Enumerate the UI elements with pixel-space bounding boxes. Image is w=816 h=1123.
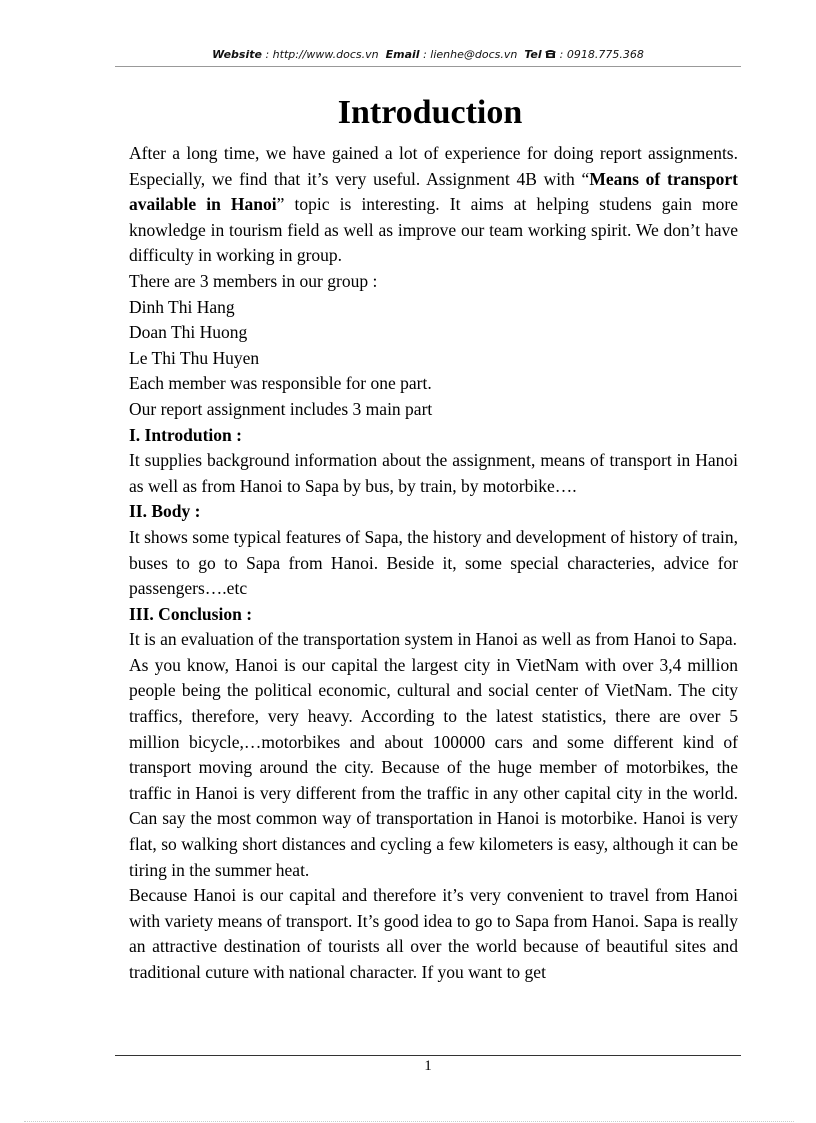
header-divider — [115, 66, 741, 67]
member-name: Doan Thi Huong — [129, 322, 248, 343]
section-text-introduction: It supplies background information about the assignment, means of transport in Hanoi as well as from Hanoi to Sapa by bus, by train, by motorbike…. — [129, 450, 738, 496]
hanoi-paragraph: As you know, Hanoi is our capital the largest city in VietNam with over 3,4 million people being the political economic, cultural and social center of VietNam. The city traffics, therefore, very heavy. According to the latest statistics, there are over 5 million bicycle,…motorbikes and about 100000 cars and some different kind of transport moving around the city. Because of the huge member of motorbikes, the traffic in Hanoi is very different from the traffic in any other capital city in the world. Can say the most common way of transportation in Hanoi is motorbike. Hanoi is very flat, so walking short distances and cycling a few kilometers is easy, although it can be tiring in the summer heat. — [129, 654, 738, 880]
email-label: Email — [385, 48, 420, 61]
section-heading-body: II. Body : — [129, 501, 201, 522]
intro-paragraph: After a long time, we have gained a lot of experience for doing report assignments. Especially, we find that it’s very useful. Assignment 4B with “Means of transport available in Hanoi” topic is interesting. It aims at helping studens gain more knowledge in tourism field as well as improve our team working spirit. We don’t have difficulty in working in group. — [129, 143, 739, 266]
members-intro: There are 3 members in our group : — [129, 270, 378, 291]
sapa-paragraph: Because Hanoi is our capital and therefore it’s very convenient to travel from Hanoi with variety means of transport. It’s good idea to go to Sapa from Hanoi. Sapa is really an attractive destination of tourists all over the world because of beautiful sites and traditional cuture with national character. If you want to get — [129, 885, 738, 982]
responsibility-text: Each member was responsible for one part. — [129, 373, 432, 394]
page-number: 1 — [424, 1058, 432, 1074]
topic-title: Means of transport available in Hanoi — [129, 168, 739, 215]
email-value: : lienhe@docs.vn — [423, 48, 518, 61]
section-text-conclusion: It is an evaluation of the transportation system in Hanoi as well as from Hanoi to Sapa. — [129, 629, 737, 650]
section-heading-introduction: I. Introdution : — [129, 424, 242, 445]
member-name: Le Thi Thu Huyen — [129, 347, 260, 368]
page-header — [115, 48, 741, 61]
footer-divider — [115, 1055, 741, 1056]
parts-intro: Our report assignment includes 3 main part — [129, 398, 433, 419]
phone-icon — [545, 48, 560, 61]
page-title: Introduction — [337, 94, 523, 131]
section-heading-conclusion: III. Conclusion : — [129, 603, 253, 624]
document-body — [129, 141, 738, 986]
tel-label: Tel — [524, 48, 542, 61]
member-name: Dinh Thi Hang — [129, 296, 235, 317]
section-text-body: It shows some typical features of Sapa, the history and development of history of train, buses to go to Sapa from Hanoi. Beside it, some special characteries, advice for passengers….etc — [129, 526, 738, 599]
website-label: Website — [212, 48, 262, 61]
page-bottom-border — [24, 1121, 794, 1122]
website-value: : http://www.docs.vn — [265, 48, 379, 61]
tel-value: : 0918.775.368 — [559, 48, 644, 61]
